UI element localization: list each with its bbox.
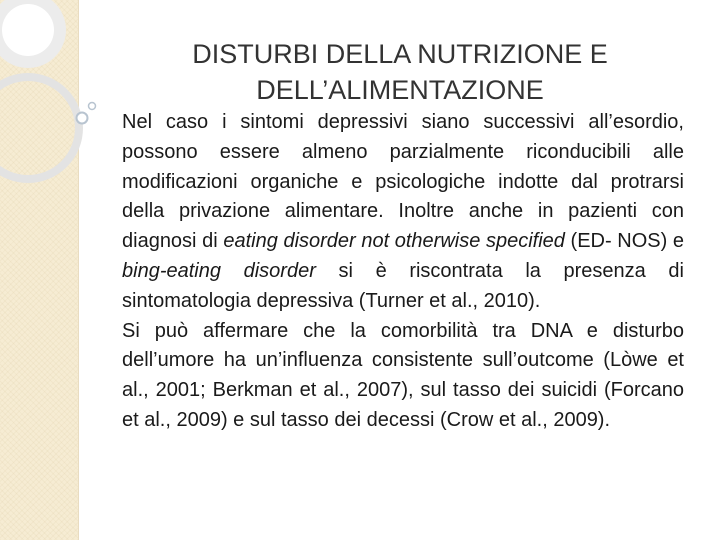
paragraph-1-text-a: Nel caso i sintomi depressivi siano successivi all’esordio, possono essere almeno parzialmente riconducibili alle modificazioni organiche e psicologiche indotte dal protrarsi della privazione alimentare. Inoltre anche in pazienti con diagnosi di <box>122 111 684 253</box>
term-ednos: eating disorder not otherwise specified <box>223 230 565 253</box>
paragraph-1 <box>122 108 684 317</box>
title-line-2: DELL’ALIMENTAZIONE <box>256 75 544 106</box>
paragraph-1-text-c: si è riscontrata la presenza di sintomatologia depressiva (Turner et al., 2010). <box>122 259 684 312</box>
decorative-ring <box>0 77 79 179</box>
slide-title <box>110 36 690 108</box>
paragraph-2: Si può affermare che la comorbilità tra DNA e disturbo dell’umore ha un’influenza consistente sull’outcome (Lòwe et al., 2001; Berkman et al., 2007), sul tasso dei suicidi (Forcano et al., 2009) e sul tasso dei decessi (Crow et al., 2009). <box>122 319 684 431</box>
slide-body <box>122 108 684 436</box>
decorative-dot-large <box>77 113 88 124</box>
paragraph-1-text-b: (ED- NOS) e <box>564 230 685 253</box>
title-line-1: DISTURBI DELLA NUTRIZIONE E <box>192 39 608 70</box>
term-bed: bing-eating disorder <box>122 259 316 282</box>
decorative-disc-center <box>2 4 54 56</box>
decorative-dot-small <box>89 103 96 110</box>
